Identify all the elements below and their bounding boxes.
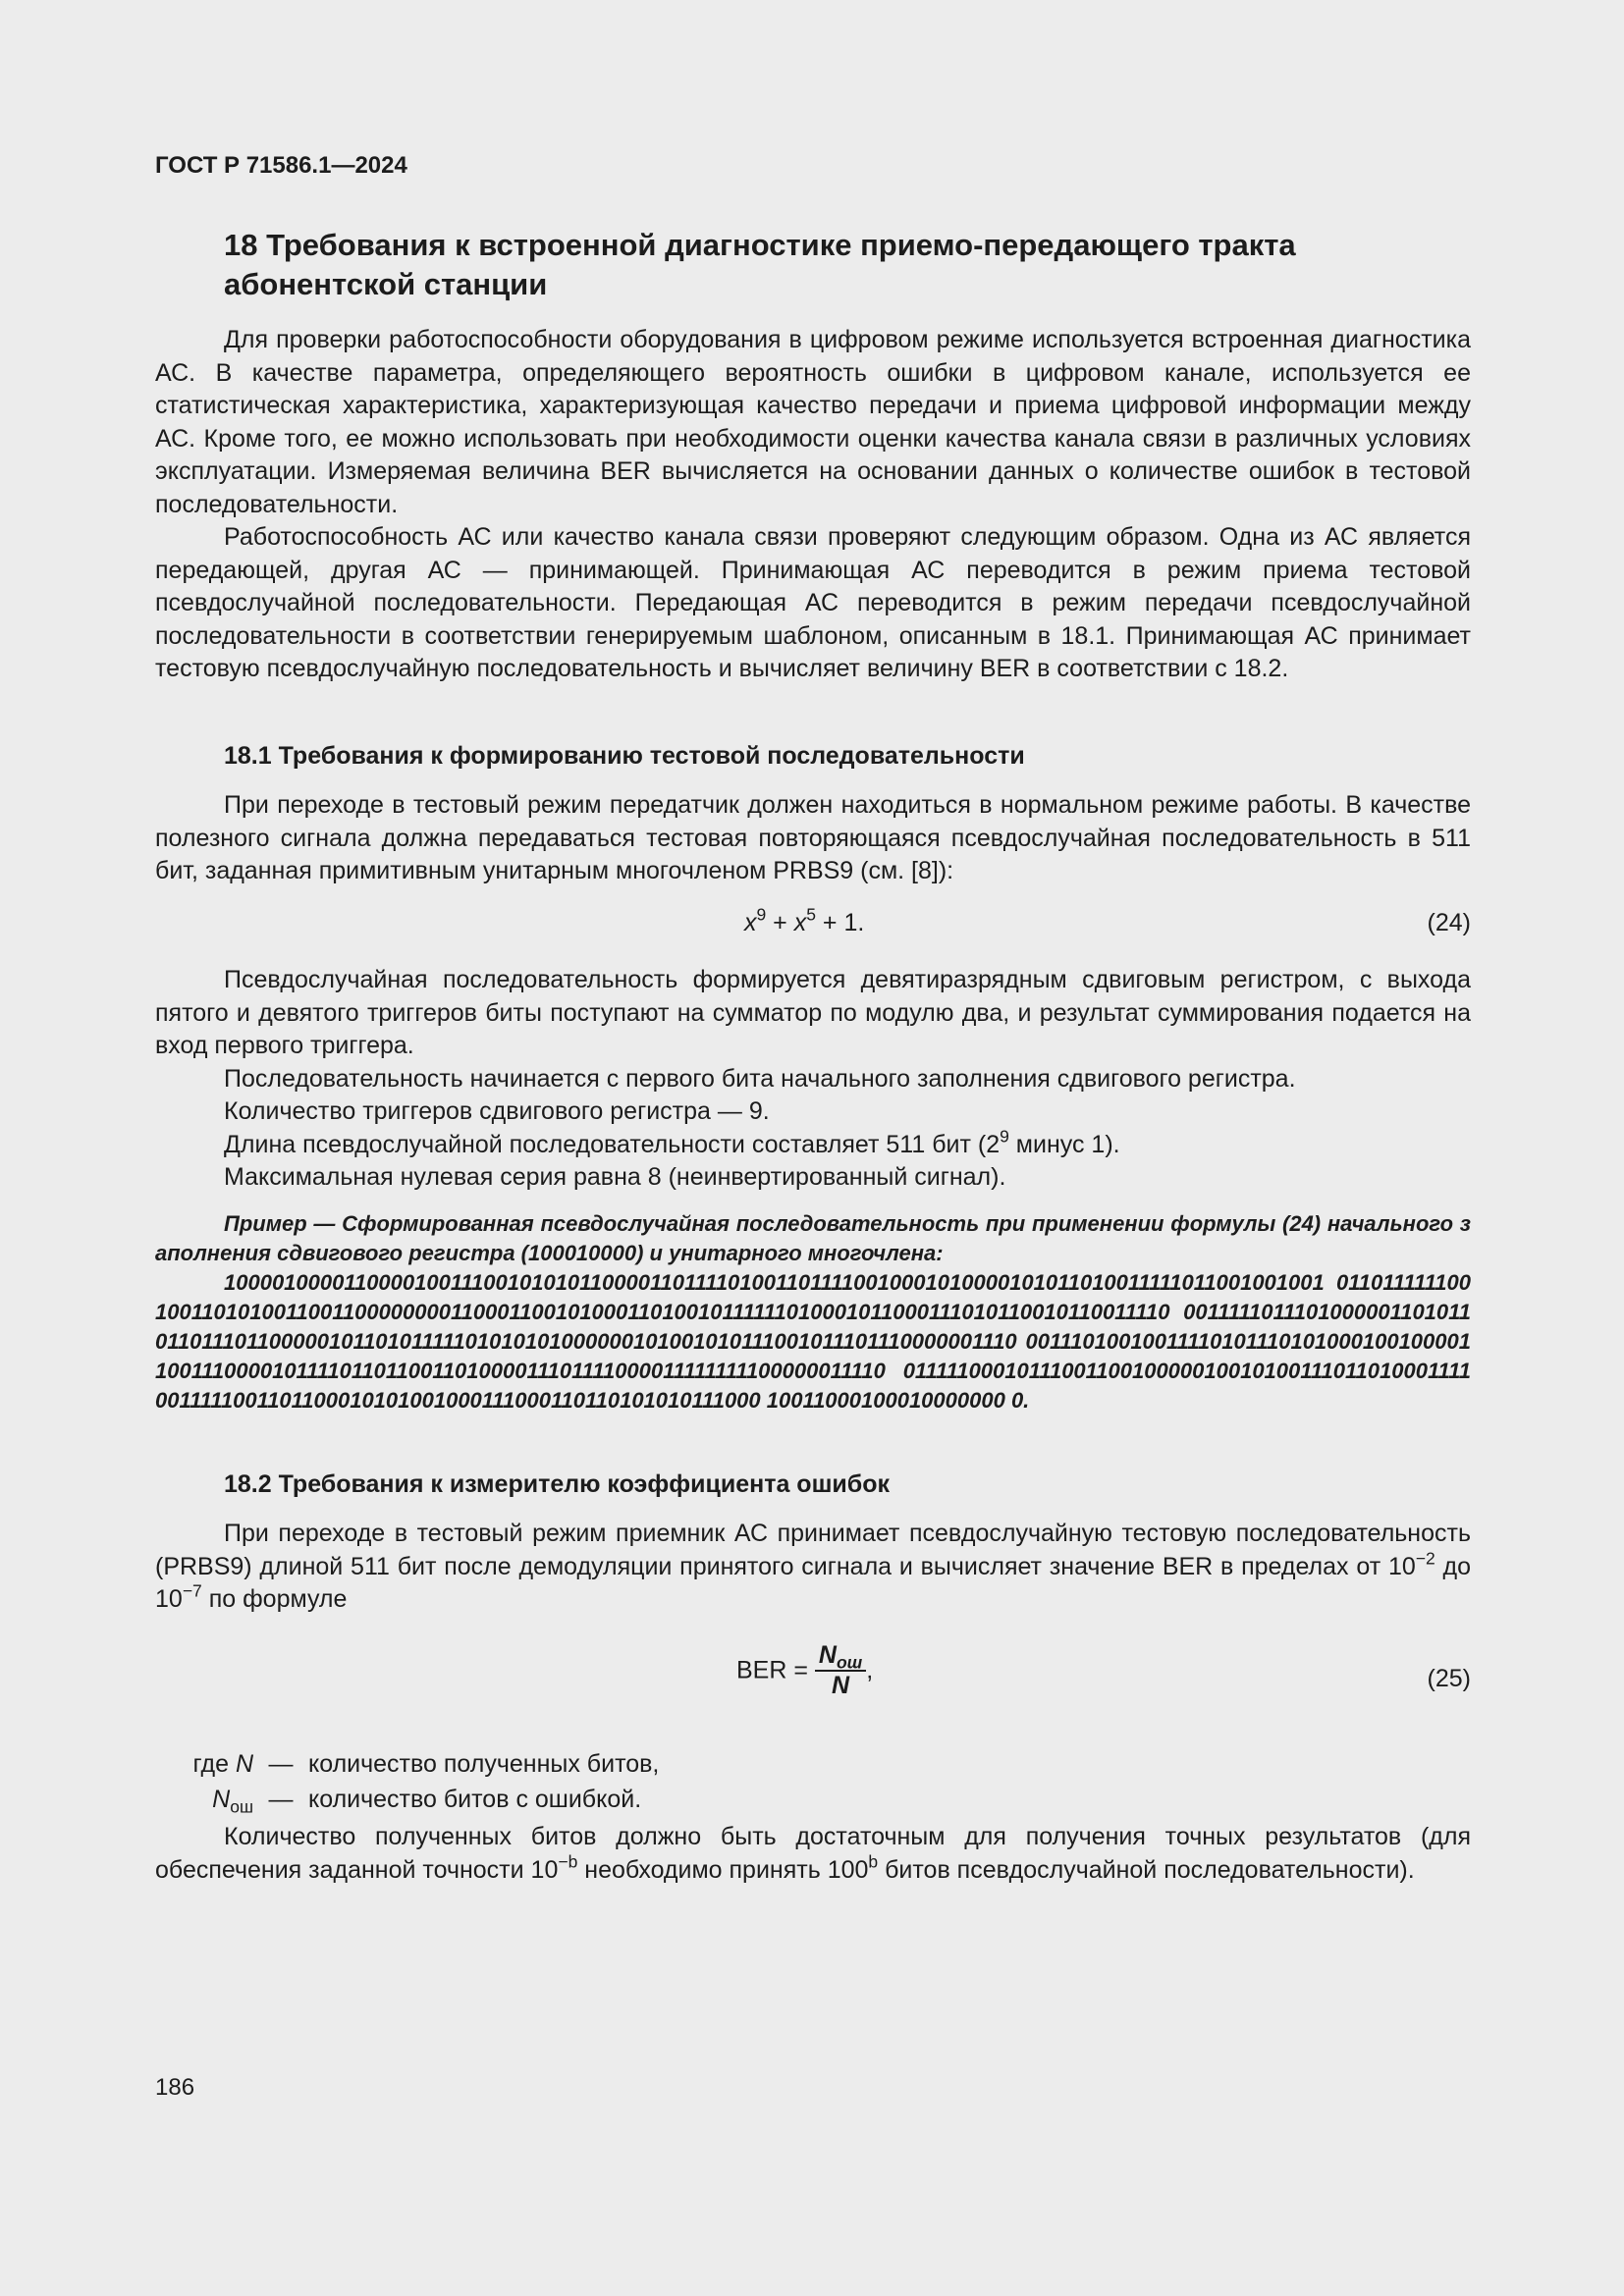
formula-25	[155, 1641, 1471, 1710]
paragraph: Максимальная нулевая серия равна 8 (неинвертированный сигнал).	[224, 1163, 1006, 1191]
example-title: Пример — Сформированная псевдослучайная последовательность при применении формулы (24) начального заполнения сдвигового регистра (100010000) и унитарного многочлена:	[155, 1211, 1471, 1265]
paragraph: Для проверки работоспособности оборудования в цифровом режиме используется встроенная диагностика АС. В качестве параметра, определяющего вероятность ошибки в цифровом канале, используется ее статистическая характеристика, характеризующая качество передачи и приема цифровой информации между АС. Кроме того, ее можно использовать при необходимости оценки качества канала связи в различных условиях эксплуатации. Измеряемая величина BER вычисляется на основании данных о количестве ошибок в тестовой последовательности.	[155, 326, 1471, 518]
formula-24	[155, 905, 1471, 944]
example-bit-sequence: 1000010000110000100111001010101100001101111010011011110010001010000101011010011111011001001001 011011111100100110101001100110000000011000110010100011010010111111010001011000111010110010110011110 001111101110100000110101101101110110000010110101111101010101000000101001010111001011101110000001110 001110100100111101011101010001001000011001110000101111011011001101000011101111000011111111100000011110 01111100010111001100100000100101001110110100011110011111001101100010101001000111000110110101010111000 10011000100010000000 0.	[155, 1270, 1471, 1413]
paragraph: Последовательность начинается с первого бита начального заполнения сдвигового регистра.	[224, 1064, 1296, 1093]
formula-number: (25)	[1427, 1665, 1471, 1692]
subsection-18-1-body	[155, 964, 1471, 1195]
subsection-title-18-2: 18.2 Требования к измерителю коэффициента ошибок	[224, 1470, 891, 1498]
page-number: 186	[155, 2074, 195, 2101]
formula-expression: $x^9 + x^5 + 1$.	[744, 904, 865, 936]
where-item: где N — количество полученных битов,	[192, 1750, 660, 1778]
subsection-18-1-intro	[155, 789, 1471, 888]
document-header: ГОСТ Р 71586.1—2024	[155, 152, 407, 179]
where-item: $N_{ош}$ — количество битов с ошибкой.	[212, 1786, 642, 1817]
paragraph: При переходе в тестовый режим передатчик должен находиться в нормальном режиме работы. В качестве полезного сигнала должна передаваться тестовая повторяющаяся псевдослучайная последовательность в 511 бит, заданная примитивным унитарным многочленом PRBS9 (см. [8]):	[155, 791, 1471, 884]
subsection-18-2-body	[155, 1821, 1471, 1887]
subsection-title-18-1: 18.1 Требования к формированию тестовой последовательности	[224, 742, 1025, 770]
paragraph: Длина псевдослучайной последовательности составляет 511 бит ($2^9$ минус 1).	[224, 1126, 1120, 1158]
where-list	[155, 1746, 659, 1817]
paragraph: При переходе в тестовый режим приемник АС принимает псевдослучайную тестовую последовательность (PRBS9) длиной 511 бит после демодуляции принятого сигнала и вычисляет значение BER в пределах от $10^{-2}$ до $10^{-7}$ по формуле	[155, 1520, 1472, 1613]
formula-expression: BER = $\frac{N_{ош}}{N}$ ,	[736, 1641, 874, 1699]
section-title: 18 Требования к встроенной диагностике приемо-передающего тракта абонентской станции	[224, 228, 1296, 301]
fraction: $\frac{N_{ош}}{N}$	[815, 1641, 866, 1700]
section-intro	[155, 324, 1471, 686]
paragraph: Количество триггеров сдвигового регистра — 9.	[224, 1097, 770, 1125]
paragraph: Работоспособность АС или качество канала связи проверяют следующим образом. Одна из АС является передающей, другая АС — принимающей. Принимающая АС переводится в режим приема тестовой псевдослучайной последовательности. Передающая АС переводится в режим передачи псевдослучайной последовательности в соответствии генерируемым шаблоном, описанным в 18.1. Принимающая АС принимает тестовую псевдослучайную последовательность и вычисляет величину BER в соответствии с 18.2.	[155, 523, 1471, 682]
formula-number: (24)	[1427, 909, 1471, 936]
paragraph: Количество полученных битов должно быть достаточным для получения точных результатов (для обеспечения заданной точности $10^{-b}$ необходимо принять 100$^b$ битов псевдослучайной последовательности).	[155, 1823, 1471, 1884]
subsection-18-2-intro	[155, 1518, 1471, 1617]
example-block	[155, 1209, 1471, 1415]
paragraph: Псевдослучайная последовательность формируется девятиразрядным сдвиговым регистром, с выхода пятого и девятого триггеров биты поступают на сумматор по модулю два, и результат суммирования подается на вход первого триггера.	[155, 966, 1471, 1059]
